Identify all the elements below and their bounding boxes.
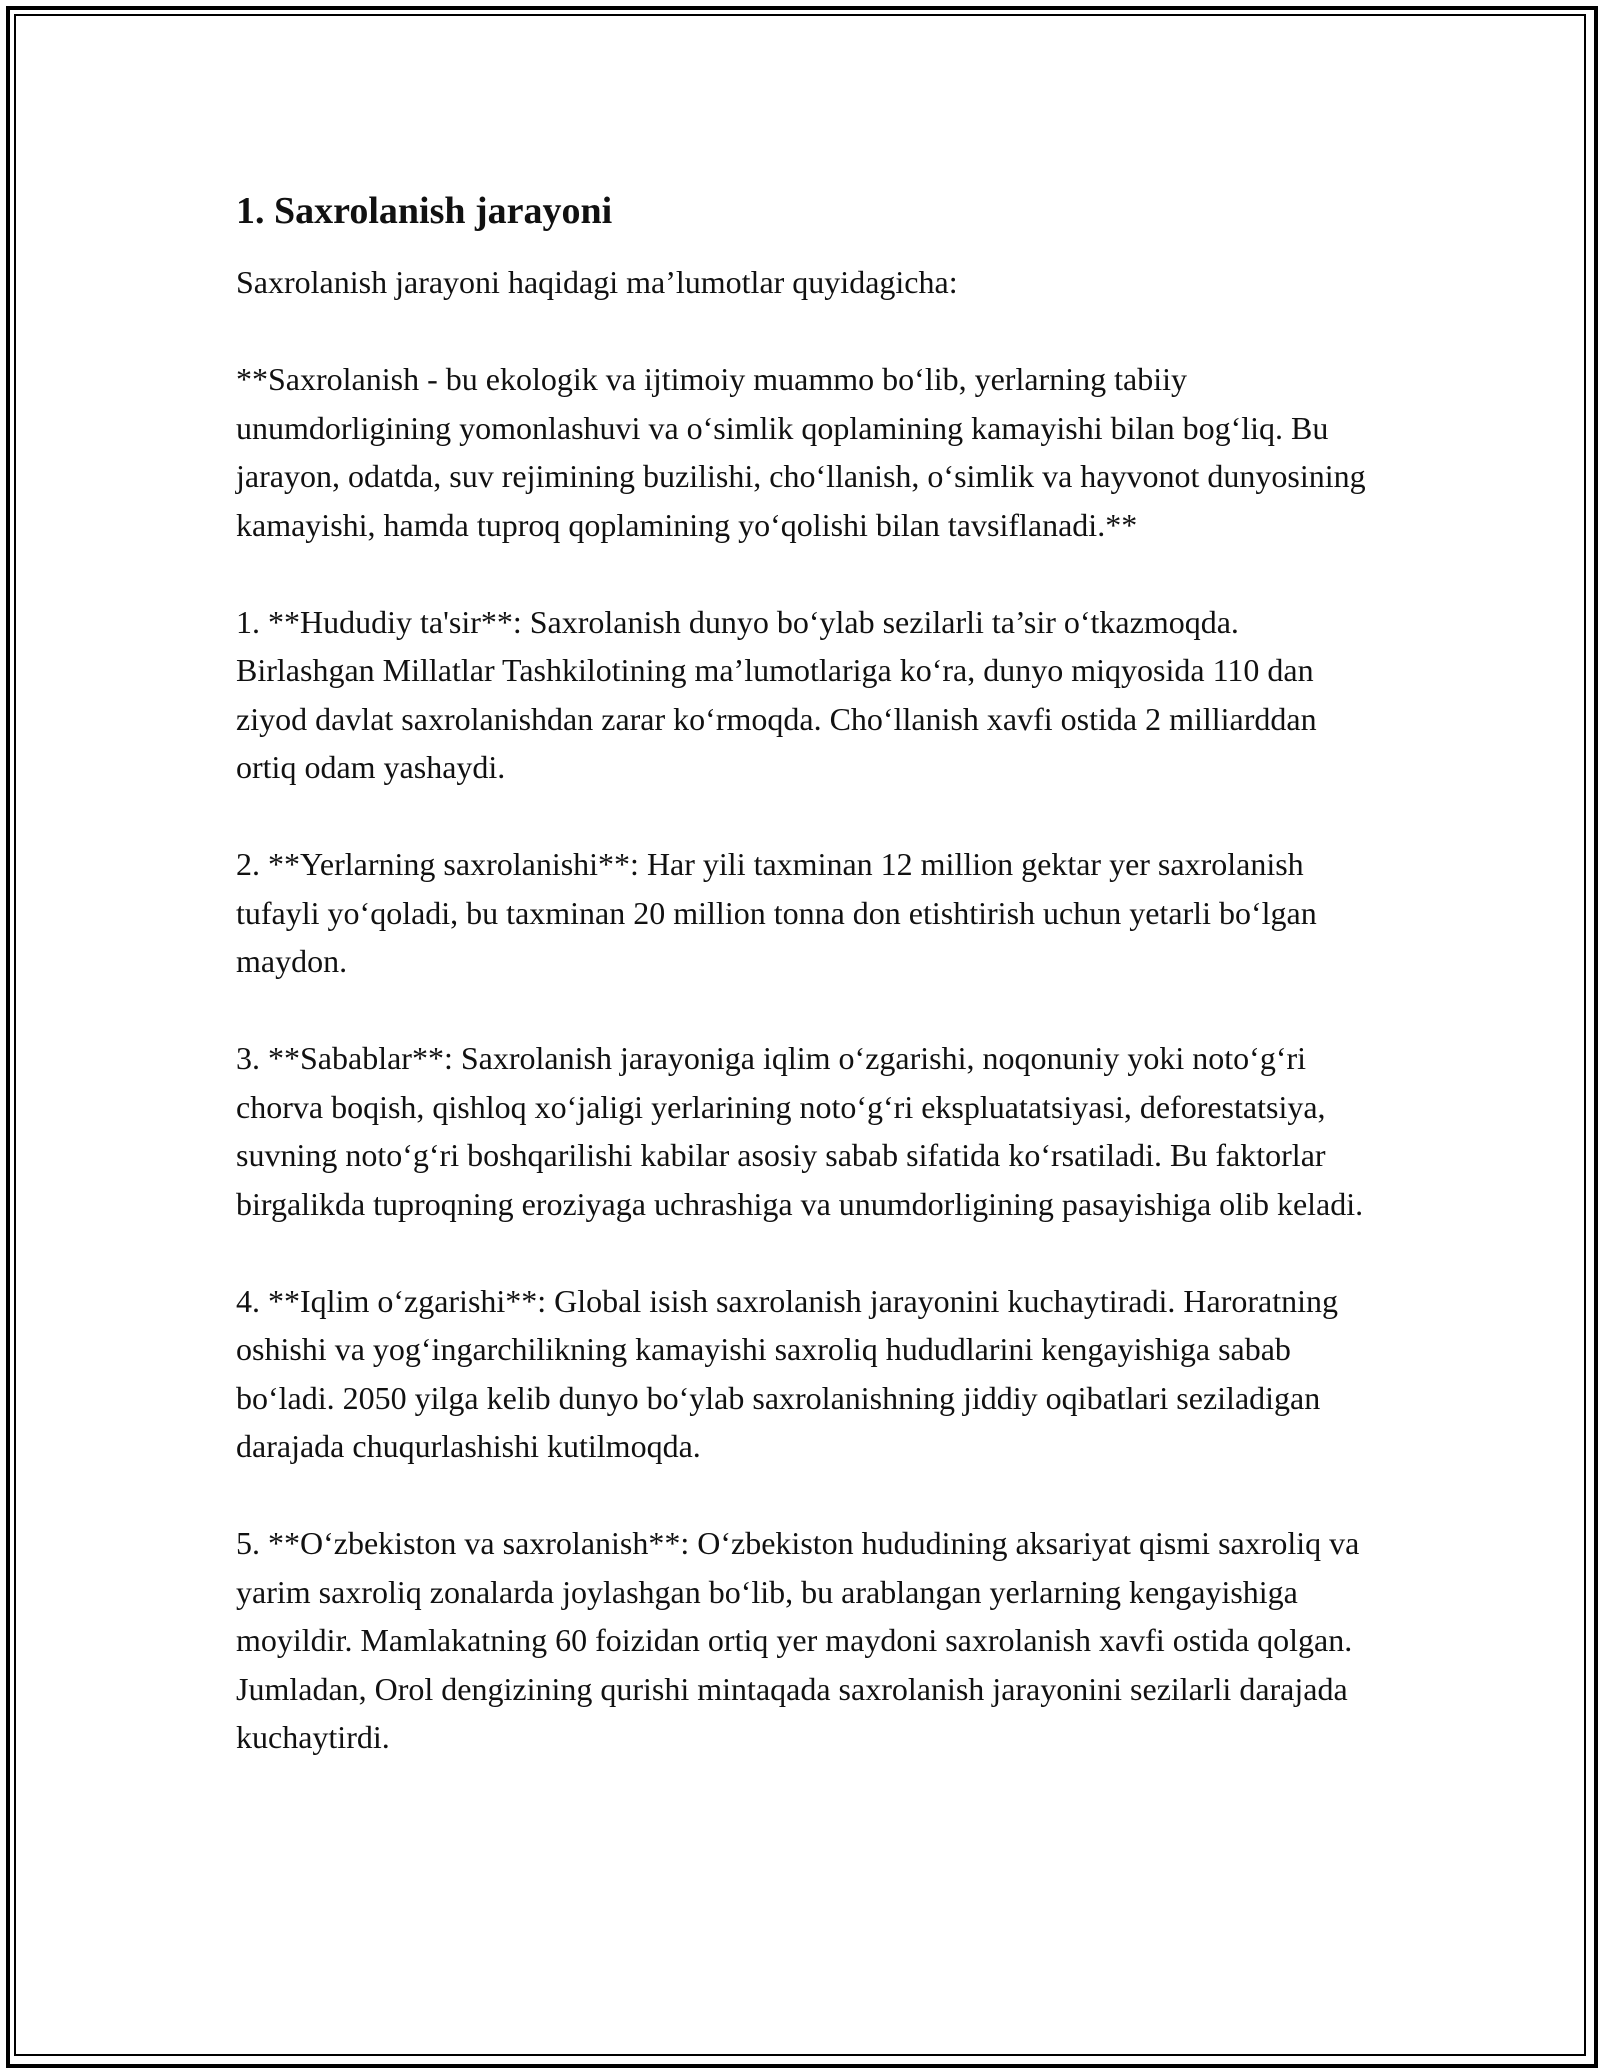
list-item-land-desertification: 2. **Yerlarning saxrolanishi**: Har yili taxminan 12 million gektar yer saxrolanish tufayli yo‘qoladi, bu taxminan 20 million tonna don etishtirish uchun yetarli bo‘lgan maydon. xyxy=(236,846,1317,979)
definition-paragraph: **Saxrolanish - bu ekologik va ijtimoiy muammo bo‘lib, yerlarning tabiiy unumdorligining yomonlashuvi va o‘simlik qoplamining kamayishi bilan bog‘liq. Bu jarayon, odatda, suv rejimining buzilishi, cho‘llanish, o‘simlik va hayvonot dunyosining kamayishi, hamda tuproq qoplamining yo‘qolishi bilan tavsiflanadi.** xyxy=(236,361,1366,543)
list-item-regional-impact: 1. **Hududiy ta'sir**: Saxrolanish dunyo bo‘ylab sezilarli ta’sir o‘tkazmoqda. Birlashgan Millatlar Tashkilotining ma’lumotlariga ko‘ra, dunyo miqyosida 110 dan ziyod davlat saxrolanishdan zarar ko‘rmoqda. Cho‘llanish xavfi ostida 2 milliarddan ortiq odam yashaydi. xyxy=(236,603,1317,785)
list-item-uzbekistan: 5. **O‘zbekiston va saxrolanish**: O‘zbekiston hududining aksariyat qismi saxroliq va yarim saxroliq zonalarda joylashgan bo‘lib, bu arablangan yerlarning kengayishiga moyildir. Mamlakatning 60 foizidan ortiq yer maydoni saxrolanish xavfi ostida qolgan. Jumladan, Orol dengizining qurishi mintaqada saxrolanish jarayonini sezilarli darajada kuchaytirdi. xyxy=(236,1525,1360,1755)
list-item-causes: 3. **Sabablar**: Saxrolanish jarayoniga iqlim o‘zgarishi, noqonuniy yoki noto‘g‘ri chorva boqish, qishloq xo‘jaligi yerlarining noto‘g‘ri ekspluatatsiyasi, deforestatsiya, suvning noto‘g‘ri boshqarilishi kabilar asosiy sabab sifatida ko‘rsatiladi. Bu faktorlar birgalikda tuproqning eroziyaga uchrashiga va unumdorligining pasayishiga olib keladi. xyxy=(236,1040,1364,1222)
document-body xyxy=(236,258,1376,1762)
document-content xyxy=(236,186,1376,1762)
intro-paragraph: Saxrolanish jarayoni haqidagi ma’lumotlar quyidagicha: xyxy=(236,264,958,300)
section-title: 1. Saxrolanish jarayoni xyxy=(236,190,613,232)
list-item-climate-change: 4. **Iqlim o‘zgarishi**: Global isish saxrolanish jarayonini kuchaytiradi. Haroratning oshishi va yog‘ingarchilikning kamayishi saxroliq hududlarini kengayishiga sabab bo‘ladi. 2050 yilga kelib dunyo bo‘ylab saxrolanishning jiddiy oqibatlari seziladigan darajada chuqurlashishi kutilmoqda. xyxy=(236,1282,1338,1464)
